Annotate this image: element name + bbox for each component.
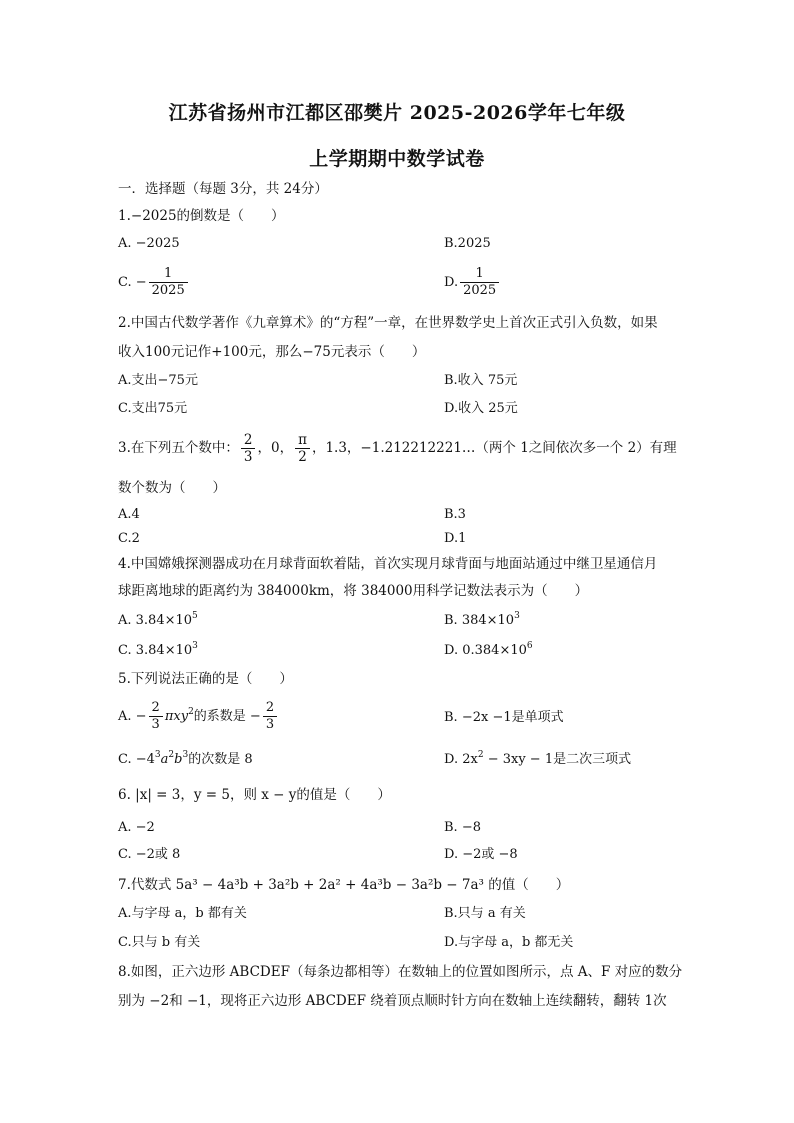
q2-option-a: A.支出−75元 [118, 373, 198, 388]
q5-option-a [118, 700, 279, 733]
q3-option-a: A.4 [118, 507, 140, 522]
fraction-denominator: 3 [263, 716, 277, 733]
q4-option-d-exponent: 6 [526, 641, 533, 651]
question-7-stem: 7.代数式 5a³ − 4a³b + 3a²b + 2a² + 4a³b − 3a²b − 7a³ 的值（ ） [118, 877, 570, 893]
fraction-denominator: 3 [241, 448, 256, 465]
q1-option-d [444, 266, 501, 299]
q1-option-d-fraction [460, 266, 499, 299]
q3-option-b: B.3 [444, 507, 466, 522]
q5-option-d: D. $2x^2 - 3xy - 1$是二次三项式 [444, 750, 632, 767]
question-3-stem-line1 [118, 432, 677, 465]
q7-option-a: A.与字母 a，b 都有关 [118, 906, 247, 921]
q4-option-b-exponent: 3 [514, 611, 520, 621]
q5-option-a-text: 的系数是 − [193, 709, 261, 724]
q1-option-d-label: D. [444, 275, 459, 290]
question-6-stem: 6. |x| = 3，y = 5，则 x − y的值是（ ） [118, 787, 391, 803]
question-8-stem-line2: 别为 −2和 −1，现将正六边形 ABCDEF 绕着顶点顺时针方向在数轴上连续翻转，翻转 1次 [118, 993, 667, 1009]
fraction-numerator: 2 [243, 432, 253, 448]
q4-option-b [444, 612, 520, 630]
q5-option-a-label: A. − [118, 709, 147, 724]
q7-option-b: B.只与 a 有关 [444, 906, 526, 921]
section-heading: 一．选择题（每题 3分，共 24分） [118, 181, 328, 197]
question-4-stem-line2: 球距离地球的距离约为 384000km，将 384000用科学记数法表示为（ ） [118, 583, 589, 599]
q5-option-d-prefix: D. 2x [444, 752, 478, 767]
fraction-numerator: 2 [151, 700, 160, 715]
q7-option-c: C.只与 b 有关 [118, 935, 201, 950]
q6-option-b: B. −8 [444, 820, 481, 835]
q5-option-c: C. $-4^3a^2b^3$的次数是 8 [118, 750, 253, 767]
q5-option-c-text: 的次数是 8 [188, 752, 253, 767]
question-8-stem-line1: 8.如图，正六边形 ABCDEF（每条边都相等）在数轴上的位置如图所示，点 A、F 对应的数分 [118, 964, 683, 980]
q4-option-a [118, 612, 198, 630]
q4-option-c [118, 642, 198, 660]
fraction-denominator: 2 [295, 448, 310, 465]
q3-prefix: 3.在下列五个数中： [118, 440, 239, 456]
fraction-numerator: 1 [164, 266, 173, 281]
q4-option-c-exponent: 3 [192, 641, 198, 651]
fraction-denominator: 2025 [149, 282, 188, 299]
q4-option-d [444, 642, 533, 660]
q2-option-b: B.收入 75元 [444, 373, 518, 388]
q2-option-c: C.支出75元 [118, 401, 188, 416]
q6-option-a: A. −2 [118, 820, 155, 835]
question-2-stem-line2: 收入100元记作+100元，那么−75元表示（ ） [118, 344, 426, 360]
q4-option-b-base: B. 384×10 [444, 613, 515, 628]
q1-option-c-label: C. − [118, 275, 147, 290]
q4-option-a-exponent: 5 [192, 611, 198, 621]
fraction-numerator: 2 [265, 700, 275, 715]
q6-option-c: C. −2或 8 [118, 847, 181, 862]
q4-option-a-base: A. 3.84×10 [118, 613, 193, 628]
question-5-stem: 5.下列说法正确的是（ ） [118, 671, 293, 687]
fraction-numerator: π [298, 432, 307, 448]
question-3-stem-line2: 数个数为（ ） [118, 480, 226, 496]
q3-option-d: D.1 [444, 531, 467, 546]
q5-monomial: πxy [164, 709, 189, 724]
q5-option-c-prefix: C. −4 [118, 752, 155, 767]
exam-title-line1: 江苏省扬州市江都区邵樊片 2025-2026学年七年级 [168, 102, 626, 124]
q1-option-a: A. −2025 [118, 236, 180, 251]
question-2-stem-line1: 2.中国古代数学著作《九章算术》的“方程”一章，在世界数学史上首次正式引入负数，如果 [118, 315, 658, 331]
question-1-stem: 1.−2025的倒数是（ ） [118, 208, 285, 224]
q1-option-c [118, 266, 190, 299]
fraction-denominator: 2025 [460, 282, 499, 299]
q3-mid: ，0， [257, 440, 294, 456]
q3-fraction-pi-2 [295, 432, 310, 465]
q3-suffix: ，1.3，−1.212212221…（两个 1之间依次多一个 2）有理 [311, 440, 677, 456]
q5-option-d-text: − 3xy − 1是二次三项式 [483, 752, 632, 767]
q5-option-b: B. −2x −1是单项式 [444, 710, 564, 725]
q4-option-c-base: C. 3.84×10 [118, 643, 193, 658]
q3-option-c: C.2 [118, 531, 140, 546]
q5-monomial-exponent: 2 [188, 707, 194, 717]
q2-option-d: D.收入 25元 [444, 401, 518, 416]
exam-title-line2: 上学期期中数学试卷 [309, 148, 485, 170]
fraction-denominator: 3 [149, 716, 163, 733]
q7-option-d: D.与字母 a，b 都无关 [444, 935, 574, 950]
q3-fraction-2-3 [241, 432, 256, 465]
question-4-stem-line1: 4.中国嫦娥探测器成功在月球背面软着陆，首次实现月球背面与地面站通过中继卫星通信月 [118, 556, 658, 572]
q1-option-c-fraction [149, 266, 188, 299]
q5-option-a-fraction-2 [263, 700, 277, 733]
q4-option-d-base: D. 0.384×10 [444, 643, 527, 658]
q5-option-a-fraction [149, 700, 163, 733]
q1-option-b: B.2025 [444, 236, 491, 251]
fraction-numerator: 1 [475, 266, 484, 281]
q6-option-d: D. −2或 −8 [444, 847, 518, 862]
